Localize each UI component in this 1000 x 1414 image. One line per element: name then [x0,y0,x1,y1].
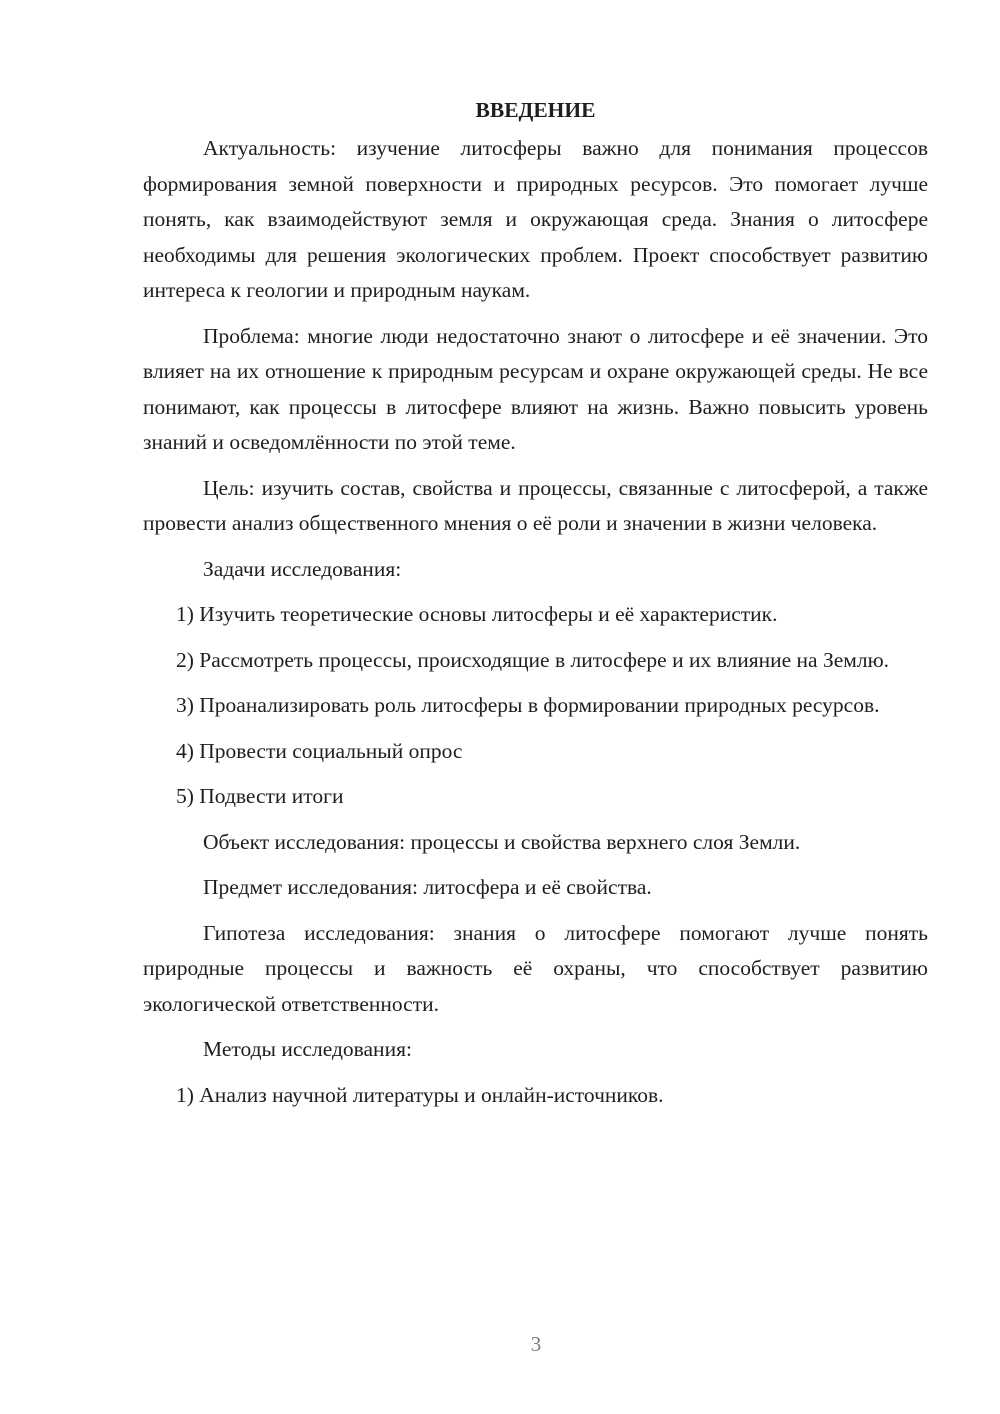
task-item-3: 3) Проанализировать роль литосферы в формировании природных ресурсов. [176,693,880,717]
paragraph-subject: Предмет исследования: литосфера и её свойства. [203,875,652,899]
page-number: 3 [530,1332,542,1356]
paragraph-object: Объект исследования: процессы и свойства верхнего слоя Земли. [203,829,801,854]
task-item-5: 5) Подвести итоги [176,784,344,808]
task-item-1: 1) Изучить теоретические основы литосферы и её характеристик. [176,602,778,626]
paragraph-goal: Цель: изучить состав, свойства и процессы, связанные с литосферой, а также провести анализ общественного мнения о её роли и значении в жизни человека. [143,475,928,535]
methods-heading: Методы исследования: [203,1037,412,1061]
paragraph-problem: Проблема: многие люди недостаточно знают о литосфере и её значении. Это влияет на их отношение к природным ресурсам и охране окружающей среды. Не все понимают, как процессы в литосфере влияют на жизнь. Важно повысить уровень знаний и осведомлённости по этой теме. [143,323,928,454]
document-page [143,93,928,1123]
paragraph-hypothesis: Гипотеза исследования: знания о литосфере помогают лучше понять природные процессы и важность её охраны, что способствует развитию экологической ответственности. [143,920,928,1016]
method-item-1: 1) Анализ научной литературы и онлайн-источников. [176,1082,664,1107]
page-title: ВВЕДЕНИЕ [475,98,596,122]
task-item-4: 4) Провести социальный опрос [176,738,463,763]
paragraph-relevance: Актуальность: изучение литосферы важно для понимания процессов формирования земной поверхности и природных ресурсов. Это помогает лучше понять, как взаимодействуют земля и окружающая среда. Знания о литосфере необходимы для решения экологических проблем. Проект способствует развитию интереса к геологии и природным наукам. [143,136,928,302]
tasks-heading: Задачи исследования: [203,556,402,581]
task-item-2: 2) Рассмотреть процессы, происходящие в литосфере и их влияние на Землю. [176,647,890,672]
